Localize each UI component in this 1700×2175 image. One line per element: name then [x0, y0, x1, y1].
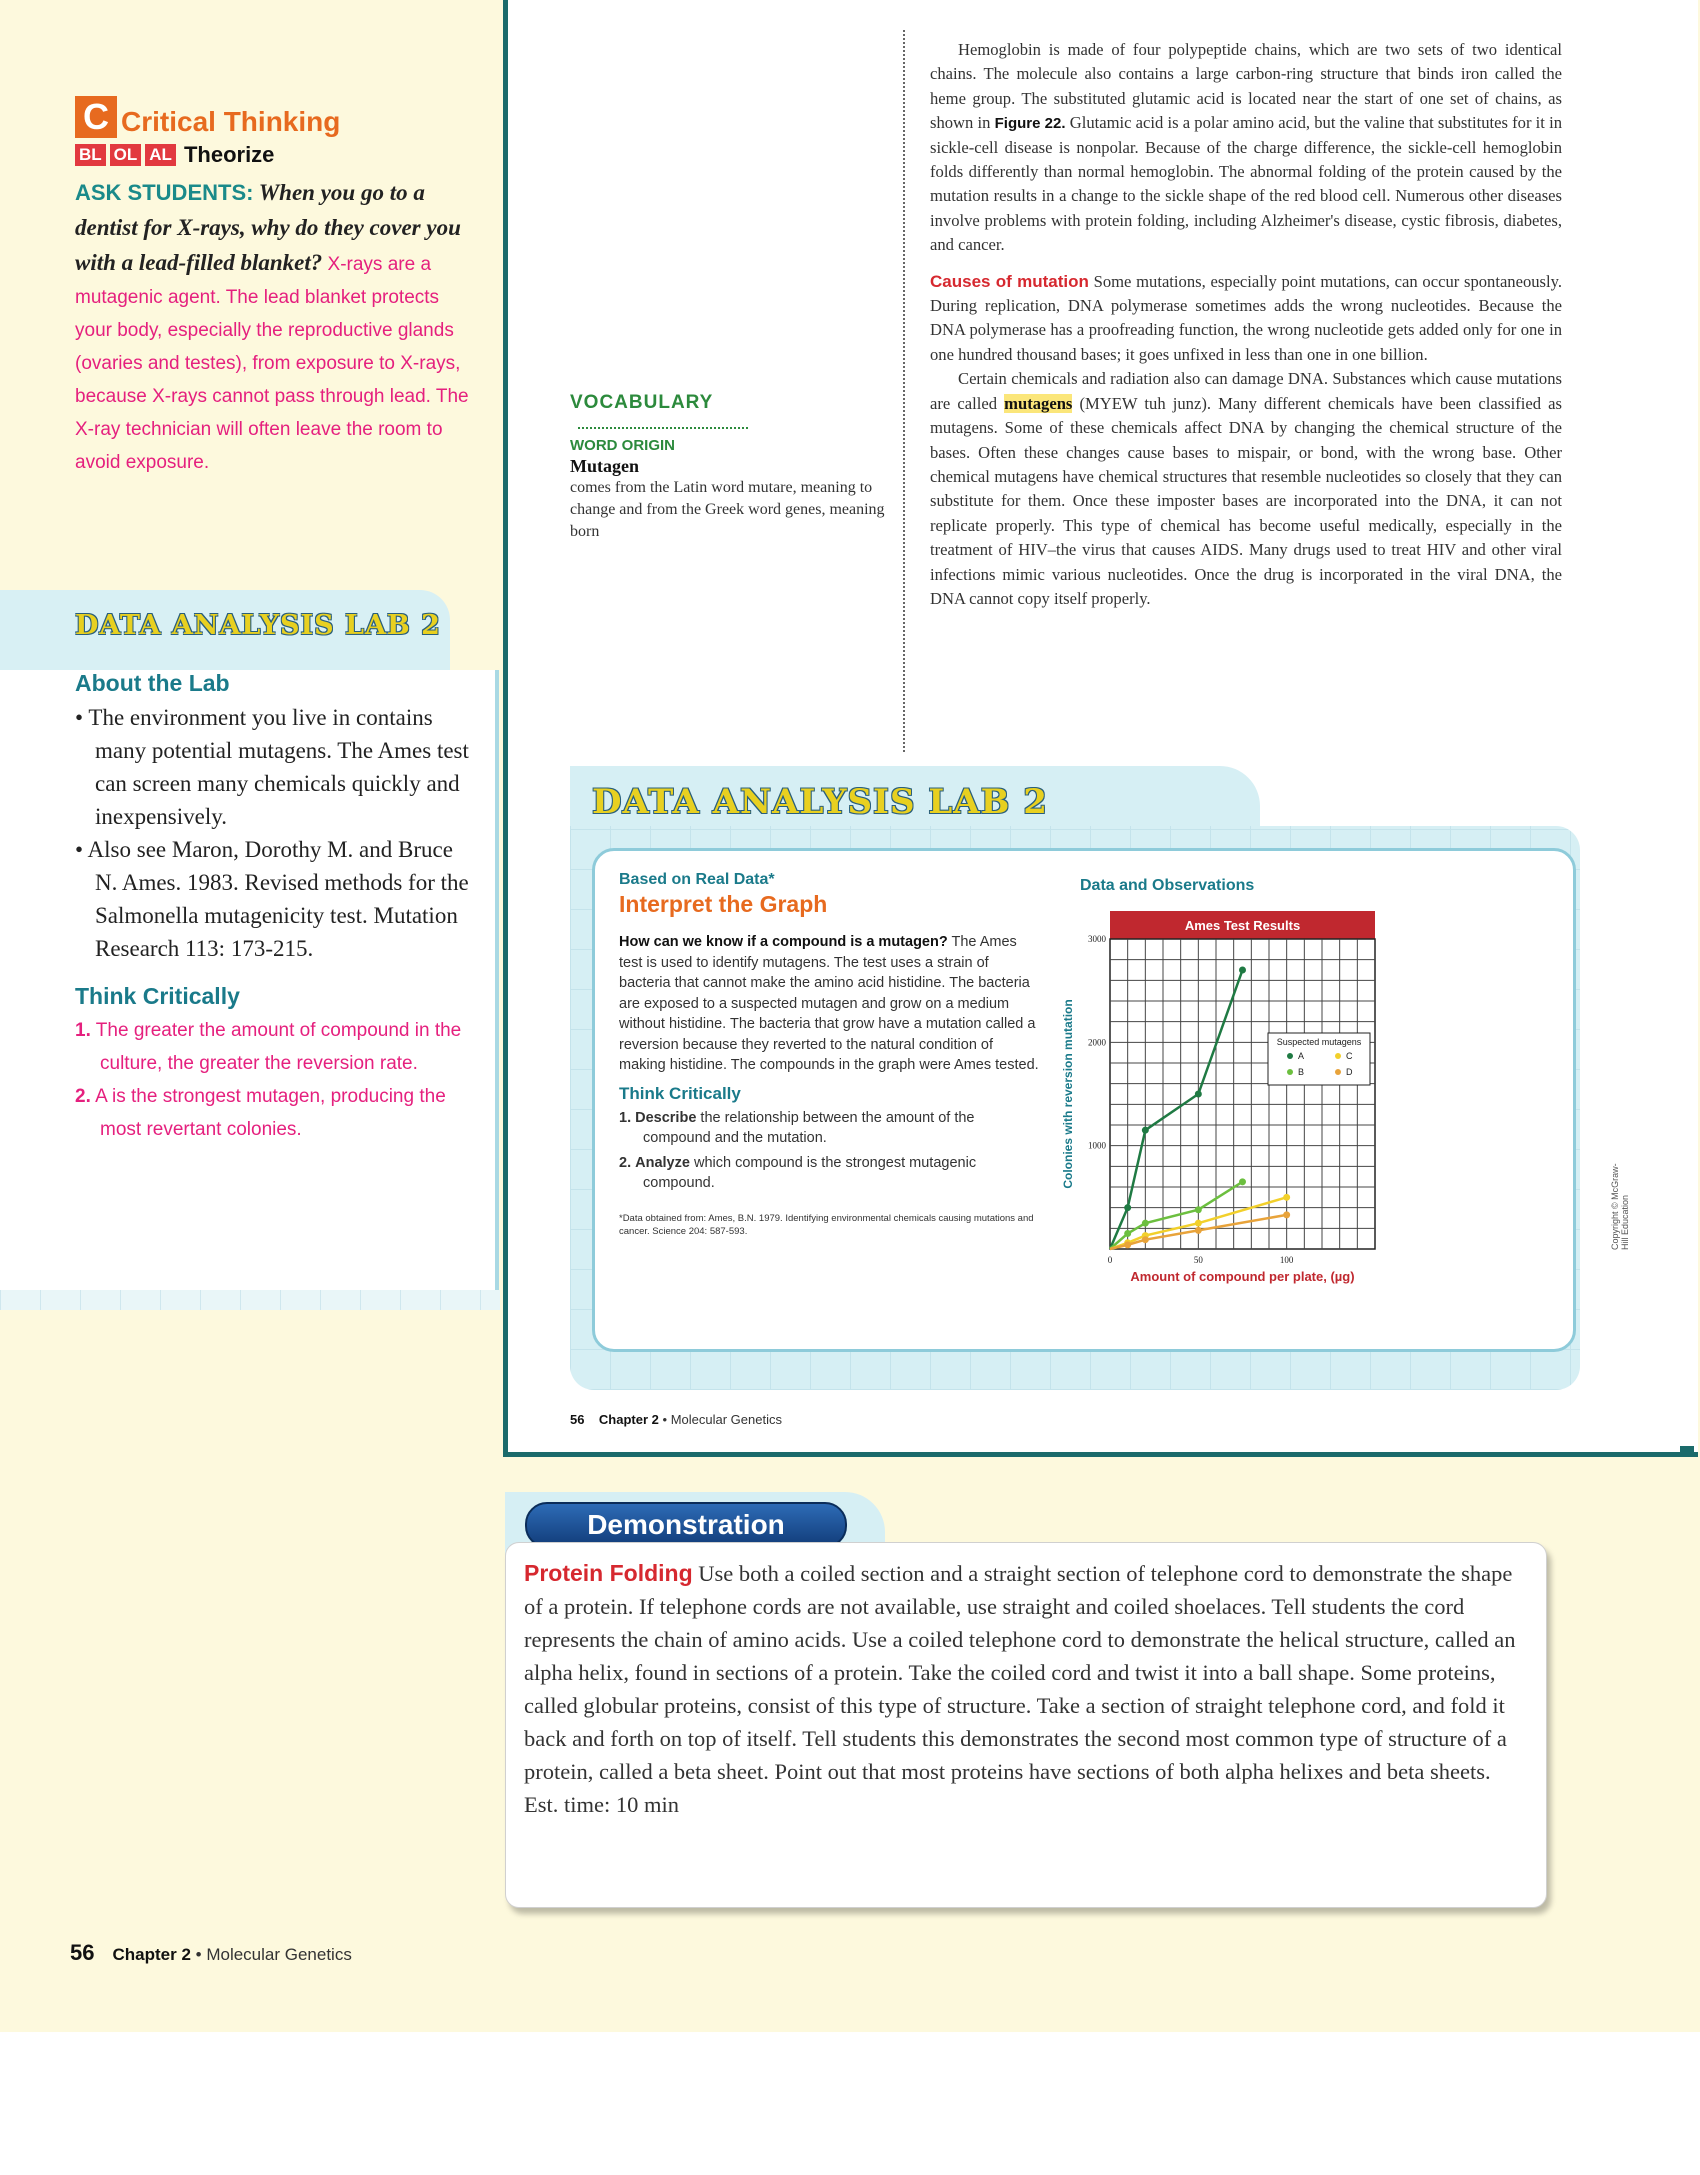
x-tick-label: 50 — [1193, 1255, 1203, 1265]
vocabulary-dots — [578, 417, 748, 429]
lab-footnote: *Data obtained from: Ames, B.N. 1979. Identifying environmental chemicals causing mutations and cancer. Science 204: 587-593. — [619, 1212, 1034, 1237]
about-lab-list — [75, 701, 475, 965]
y-tick-label: 3000 — [1088, 934, 1106, 944]
y-tick-label: 1000 — [1088, 1140, 1106, 1151]
data-point-B — [1142, 1220, 1149, 1227]
demonstration-text: Protein Folding Use both a coiled section and a straight section of telephone cord to demonstrate the shape of a protein. If telephone cords are not available, use straight and coiled shoelaces. Tell students the cord represents the chain of amino acids. Use a coiled telephone cord to demonstrate the helical structure, called an alpha helix, found in sections of a protein. Take the coiled cord and twist it into a ball shape. Some proteins, called globular proteins, consist of this type of structure. Take a section of straight telephone cord, and fold it back and forth on top of itself. Tell students this demonstrates the second most common type of structure of a protein, called a beta sheet. Point out that most proteins have sections of both alpha helixes and beta sheets. Est. time: 10 min — [524, 1560, 1516, 1817]
lab-question-item: 1. Describe the relationship between the amount of the compound and the mutation. — [619, 1109, 975, 1146]
lab-questions-list — [619, 1108, 1039, 1194]
lab-inner-panel — [592, 848, 1576, 1352]
legend-label-A: A — [1298, 1051, 1305, 1061]
rule-end — [1680, 1446, 1694, 1454]
figure-reference[interactable]: Figure 22. — [994, 115, 1066, 133]
demonstration-body — [505, 1542, 1547, 1908]
data-point-D — [1195, 1227, 1202, 1234]
vocabulary-box — [570, 392, 890, 543]
about-lab-item: • Also see Maron, Dorothy M. and Bruce N. Ames. 1983. Revised methods for the Salmonella mutagenicity test. Mutation Research 113: 173-215. — [75, 837, 469, 961]
side-lab-grid-strip — [0, 1290, 500, 1310]
badge-bl: BL — [75, 144, 106, 166]
paragraph-hemoglobin: Hemoglobin is made of four polypeptide chains, which are two sets of two identical chains. The molecule also contains a large carbon-ring structure that binds iron called the heme group. The substituted glutamic acid is located near the start of one set of chains, as shown in Figure 22. Glutamic acid is a polar amino acid, but the valine that substitutes for it in sickle-cell disease is nonpolar. Because of the charge difference, the sickle-cell hemoglobin folds differently than normal hemoglobin. The abnormal folding of the protein caused by the mutation results in a change to the sickle shape of the red blood cell. Numerous other diseases involve problems with protein folding, including Alzheimer's disease, cystic fibrosis, diabetes, and cancer. — [930, 40, 1562, 255]
mutagens-term: mutagens — [1004, 393, 1073, 413]
y-tick-label: 2000 — [1088, 1037, 1106, 1048]
main-body-text — [930, 38, 1562, 611]
lab-text-column — [619, 871, 1039, 1238]
demonstration-box — [505, 1492, 1545, 1912]
vocabulary-title: VOCABULARY — [570, 392, 714, 413]
copyright-notice: Copyright © McGraw-Hill Education — [1610, 1163, 1630, 1250]
lab-think-critically-heading: Think Critically — [619, 1083, 741, 1103]
x-tick-label: 0 — [1107, 1255, 1113, 1265]
causes-heading: Causes of mutation — [930, 271, 1089, 291]
data-point-C — [1195, 1220, 1202, 1227]
data-point-D — [1142, 1236, 1149, 1243]
side-lab-content — [75, 670, 475, 1146]
plot-area — [1110, 939, 1375, 1249]
paragraph-causes: Causes of mutation Some mutations, especially point mutations, can occur spontaneously. During replication, DNA polymerase sometimes adds the wrong nucleotides. Because the DNA polymerase has a proofreading function, the wrong nucleotide gets added only for one in one hundred thousand bases; it goes unfixed in less than one in one billion. — [930, 271, 1562, 364]
legend-marker-B — [1287, 1069, 1293, 1075]
data-point-B — [1124, 1230, 1131, 1237]
data-point-A — [1142, 1127, 1149, 1134]
data-point-B — [1195, 1206, 1202, 1213]
demonstration-label: Demonstration — [525, 1502, 847, 1548]
legend-label-B: B — [1298, 1067, 1305, 1077]
page-footer-top: 56 Chapter 2 • Molecular Genetics — [570, 1412, 782, 1427]
vocabulary-term: Mutagen — [570, 456, 639, 476]
lab-question-item: 2. Analyze which compound is the strongest mutagenic compound. — [619, 1154, 977, 1191]
paragraph-mutagens: Certain chemicals and radiation also can damage DNA. Substances which cause mutations are called mutagens (MYEW tuh junz). Many different chemicals have been classified as mutagens. Some of these chemicals affect DNA by changing the chemical structure of the bases. Often these changes cause bases to mispair, or bond, with the wrong base. Other chemical mutagens have chemical structures that resemble nucleotides so closely that they can substitute for them. Once these imposter bases are incorporated into the DNA, it can not replicate properly. This type of chemical has become useful medically, especially in the treatment of HIV–the virus that causes AIDS. Many drugs used to treat HIV and other viral infections mimic various nucleotides. Once the drug is incorporated in the viral DNA, the DNA cannot copy itself properly. — [930, 369, 1562, 608]
ask-students-label: ASK STUDENTS: — [75, 180, 254, 205]
critical-thinking-subtitle: Theorize — [183, 142, 275, 167]
badge-ol: OL — [110, 144, 142, 166]
critical-thinking-letter: C — [75, 96, 117, 138]
column-divider — [903, 30, 905, 752]
ask-students-question: When you go to a dentist for X-rays, why do they cover you with a lead-filled blanket? — [75, 180, 461, 275]
data-analysis-lab — [570, 766, 1580, 1390]
y-axis-label: Colonies with reversion mutation — [1061, 999, 1075, 1189]
about-lab-heading: About the Lab — [75, 670, 230, 696]
side-think-item: 2. A is the strongest mutagen, producing the most revertant colonies. — [75, 1086, 446, 1140]
legend-label-C: C — [1346, 1051, 1353, 1061]
legend-marker-C — [1335, 1053, 1341, 1059]
protein-folding-heading: Protein Folding — [524, 1560, 693, 1586]
legend-label-D: D — [1346, 1067, 1353, 1077]
chart-area — [1050, 869, 1560, 1339]
data-point-A — [1239, 967, 1246, 974]
word-origin-label: WORD ORIGIN — [570, 437, 675, 454]
based-on-real-data: Based on Real Data* — [619, 871, 775, 888]
page-footer-bottom: 56 Chapter 2 • Molecular Genetics — [70, 1940, 352, 1965]
lab-title: DATA ANALYSIS LAB 2 — [592, 782, 1048, 822]
ames-test-chart — [1050, 869, 1560, 1339]
chart-title: Ames Test Results — [1184, 918, 1301, 933]
data-point-A — [1124, 1204, 1131, 1211]
vocabulary-definition: comes from the Latin word mutare, meaning to change and from the Greek word genes, meaning born — [570, 479, 885, 540]
critical-thinking-title: Critical Thinking — [121, 106, 341, 137]
ask-students-answer: X-rays are a mutagenic agent. The lead blanket protects your body, especially the reproductive glands (ovaries and testes), from exposure to X-rays, because X-rays cannot pass through lead. The X-ray technician will often leave the room to avoid exposure. — [75, 254, 469, 473]
legend-marker-D — [1335, 1069, 1341, 1075]
x-tick-label: 100 — [1279, 1255, 1294, 1265]
data-point-D — [1283, 1211, 1290, 1218]
side-think-list — [75, 1014, 475, 1146]
data-point-C — [1283, 1194, 1290, 1201]
legend-title: Suspected mutagens — [1276, 1037, 1362, 1047]
data-point-A — [1195, 1091, 1202, 1098]
critical-thinking-box — [75, 96, 475, 479]
legend-marker-A — [1287, 1053, 1293, 1059]
side-lab-tab — [0, 590, 450, 670]
side-think-item: 1. The greater the amount of compound in the culture, the greater the reversion rate. — [75, 1020, 462, 1074]
badge-al: AL — [145, 144, 176, 166]
data-point-B — [1239, 1178, 1246, 1185]
side-think-critically-heading: Think Critically — [75, 983, 240, 1009]
data-observations-heading: Data and Observations — [1080, 877, 1255, 894]
interpret-graph-heading: Interpret the Graph — [619, 891, 828, 917]
about-lab-item: • The environment you live in contains many potential mutagens. The Ames test can screen many chemicals quickly and inexpensively. — [75, 705, 469, 829]
side-lab-title: DATA ANALYSIS LAB 2 — [75, 610, 441, 641]
lab-question: How can we know if a compound is a mutagen? The Ames test is used to identify mutagens. The test uses a strain of bacteria that cannot make the amino acid histidine. The bacteria are exposed to a suspected mutagen and grow on a medium without histidine. The bacteria that grow have a mutation called a reversion because they reverted to the natural condition of making histidine. The compounds in the graph were Ames tested. — [619, 934, 1039, 1073]
x-axis-label: Amount of compound per plate, (µg) — [1130, 1269, 1355, 1284]
data-point-D — [1124, 1241, 1131, 1248]
